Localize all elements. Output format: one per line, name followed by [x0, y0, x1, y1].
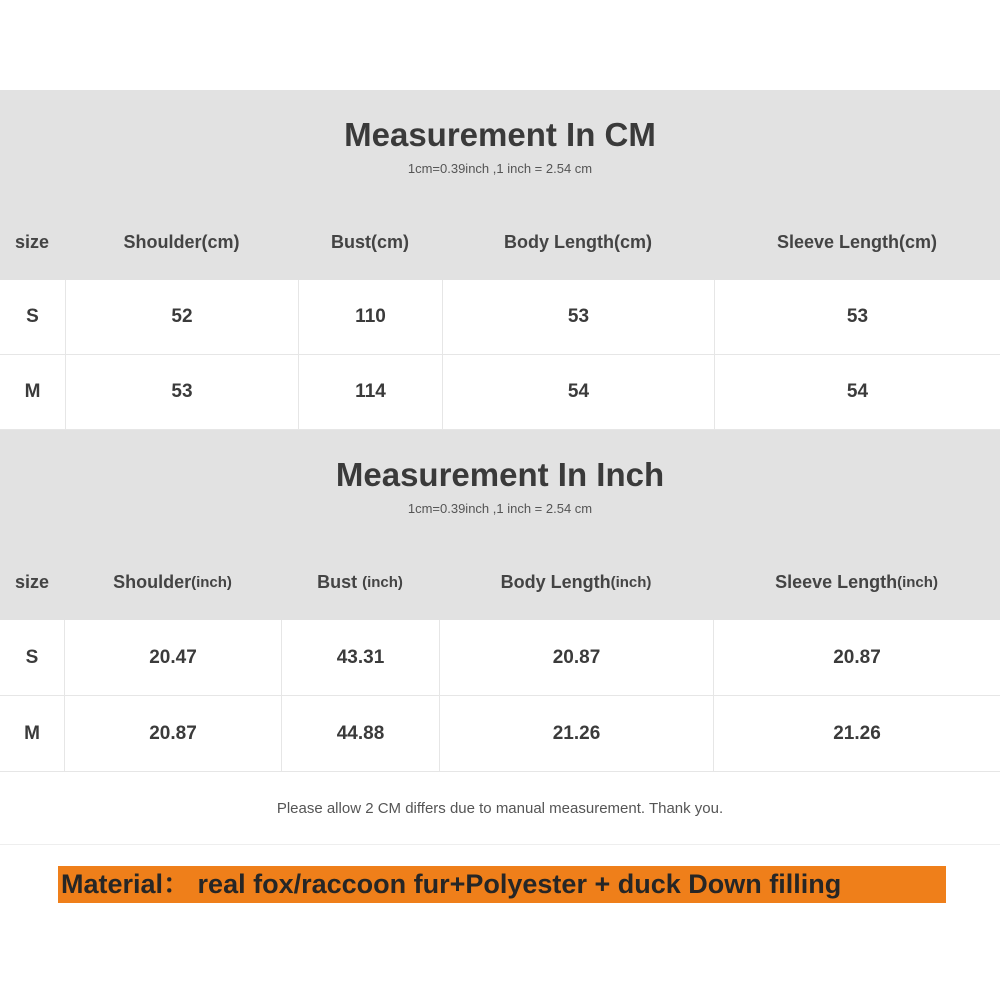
- header-unit: (inch): [191, 574, 232, 591]
- cell-bust: 43.31: [281, 620, 439, 695]
- table-row: [0, 280, 1000, 355]
- header-body-length: Body Length(cm): [504, 232, 652, 252]
- material-banner-area: [0, 845, 1000, 925]
- header-sleeve-length: Sleeve Length (inch): [775, 572, 938, 592]
- header-shoulder: Shoulder(cm): [123, 232, 240, 252]
- table-row: [0, 620, 1000, 696]
- cell-bust: 110: [298, 280, 442, 354]
- cell-sleeve-length: 20.87: [713, 620, 1000, 695]
- header-size: size: [15, 232, 50, 252]
- inch-table-title: Measurement In Inch: [335, 456, 665, 493]
- cell-size: S: [25, 646, 39, 668]
- cell-sleeve-length: 21.26: [713, 696, 1000, 771]
- header-sleeve-length: Sleeve Length(cm): [776, 232, 938, 252]
- material-banner: Material： real fox/raccoon fur+Polyester + duck Down filling: [58, 866, 946, 903]
- inch-title-area: [0, 430, 1000, 545]
- cell-size: S: [26, 306, 39, 327]
- cm-size-table: [0, 90, 1000, 430]
- cell-body-length: 20.87: [439, 620, 713, 695]
- inch-size-table: [0, 430, 1000, 772]
- header-bust: Bust(cm): [330, 232, 409, 252]
- cm-title-area: [0, 90, 1000, 205]
- header-body-length: Body Length (inch): [500, 572, 652, 592]
- header-unit: (inch): [362, 574, 403, 591]
- cm-table-title: Measurement In CM: [344, 116, 656, 153]
- inch-conversion-note: 1cm=0.39inch ,1 inch = 2.54 cm: [407, 501, 593, 516]
- cell-sleeve-length: 54: [714, 355, 1000, 429]
- cell-bust: 114: [298, 355, 442, 429]
- cm-conversion-note: 1cm=0.39inch ,1 inch = 2.54 cm: [407, 161, 593, 176]
- cell-shoulder: 20.87: [64, 696, 281, 771]
- size-chart: [0, 90, 1000, 925]
- cell-body-length: 21.26: [439, 696, 713, 771]
- cell-shoulder: 53: [65, 355, 298, 429]
- header-unit: (inch): [610, 574, 652, 591]
- header-size: size: [15, 572, 50, 592]
- cell-shoulder: 52: [65, 280, 298, 354]
- cell-size: M: [24, 381, 41, 402]
- header-bust: Bust (inch): [317, 572, 403, 592]
- cm-header-row: [0, 205, 1000, 280]
- header-unit: (inch): [897, 574, 938, 591]
- table-row: [0, 355, 1000, 430]
- cell-bust: 44.88: [281, 696, 439, 771]
- measurement-disclaimer: Please allow 2 CM differs due to manual measurement. Thank you.: [0, 772, 1000, 845]
- table-row: [0, 696, 1000, 772]
- cell-shoulder: 20.47: [64, 620, 281, 695]
- inch-header-row: [0, 545, 1000, 620]
- cell-body-length: 54: [442, 355, 714, 429]
- cell-sleeve-length: 53: [714, 280, 1000, 354]
- header-shoulder: Shoulder (inch): [113, 572, 232, 592]
- cell-body-length: 53: [442, 280, 714, 354]
- cell-size: M: [24, 722, 40, 744]
